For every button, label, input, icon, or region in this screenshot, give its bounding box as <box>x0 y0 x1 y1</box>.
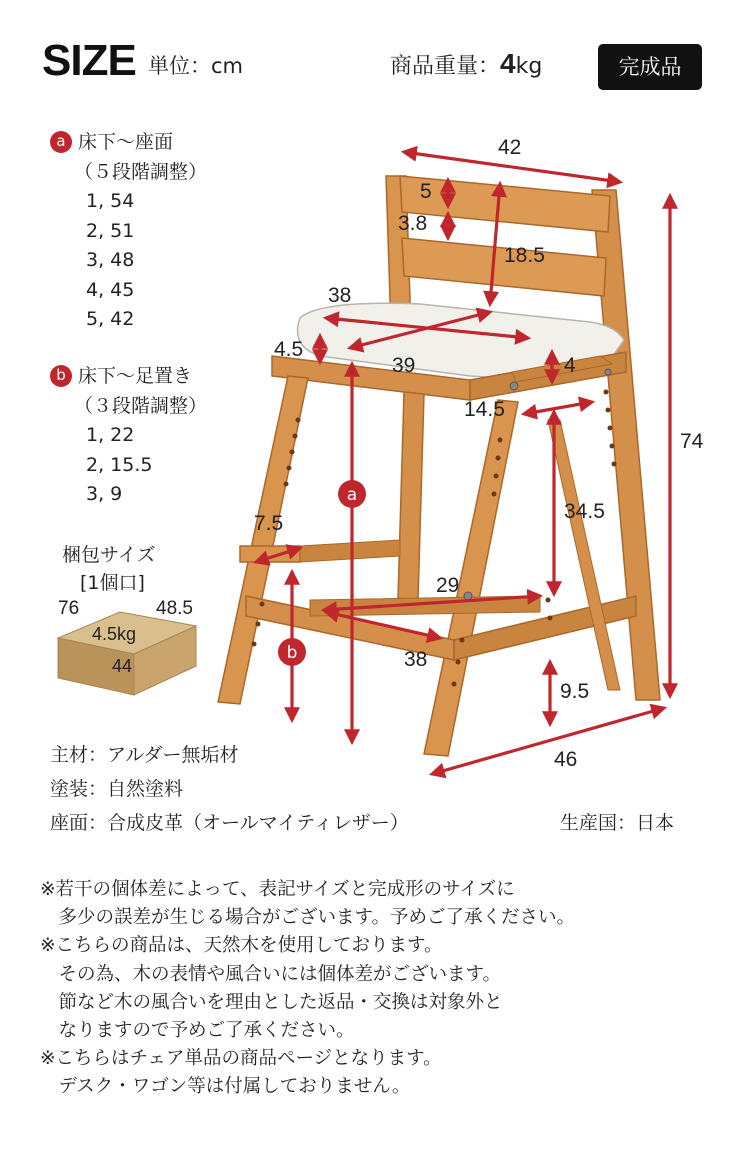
dim-footrest-depth: 7.5 <box>254 512 284 535</box>
marker-b-badge <box>278 638 306 666</box>
dim-base-width: 38 <box>404 648 428 671</box>
material-finish: 塗装：自然塗料 <box>50 778 184 800</box>
marker-a-badge <box>338 480 366 508</box>
dim-back-gap: 3.8 <box>398 212 428 235</box>
note-line: その為、木の表情や風合いには個体差がございます。 <box>40 963 502 985</box>
size-title: SIZE <box>42 36 136 85</box>
completed-product-badge: 完成品 <box>598 44 702 90</box>
note-line: 多少の誤差が生じる場合がございます。予めご了承ください。 <box>40 907 576 929</box>
marker-a-icon: a <box>50 131 72 153</box>
material-seat: 座面：合成皮革（オールマイティレザー） <box>50 812 409 834</box>
spec-b-subtitle: （３段階調整） <box>74 394 208 417</box>
dim-base-depth: 46 <box>554 748 578 771</box>
weight-label: 商品重量：4kg <box>390 48 543 79</box>
package-weight: 4.5kg <box>92 624 137 644</box>
dim-seat-thickness: 4.5 <box>274 338 304 361</box>
note-line: なりますので予めご了承ください。 <box>40 1020 355 1042</box>
note-line: ※若干の個体差によって、表記サイズと完成形のサイズに <box>40 879 515 900</box>
spec-a-level: 5, 42 <box>86 308 135 330</box>
chair-illustration <box>218 176 660 756</box>
dim-total-height: 74 <box>680 430 704 453</box>
package-subtitle: [1個口] <box>80 572 145 594</box>
marker-b-icon: b <box>50 365 72 387</box>
package-depth: 48.5 <box>156 598 193 619</box>
note-line: 節など木の風合いを理由とした返品・交換は対象外と <box>40 991 503 1013</box>
dim-footrest-width: 29 <box>436 574 460 597</box>
spec-a-subtitle: （５段階調整） <box>74 160 208 183</box>
dim-back-top: 5 <box>420 180 432 203</box>
marker-a-text: a <box>346 485 358 505</box>
note-line: ※こちらはチェア単品の商品ページとなります。 <box>40 1048 442 1070</box>
weight-value: 4 <box>500 48 516 79</box>
dim-seat-to-footrest: 34.5 <box>564 500 605 523</box>
spec-a-level: 4, 45 <box>86 278 135 301</box>
package-height: 44 <box>112 656 133 676</box>
dim-back-height: 18.5 <box>504 244 545 267</box>
spec-a-title: 床下〜座面 <box>78 131 174 153</box>
marker-b-text: b <box>286 643 298 663</box>
dim-base-bar-height: 9.5 <box>560 680 590 703</box>
material-main: 主材：アルダー無垢材 <box>50 744 239 766</box>
origin-country: 生産国：日本 <box>560 812 675 834</box>
dim-frame-depth: 14.5 <box>464 398 505 421</box>
notes <box>40 876 575 1102</box>
package-title: 梱包サイズ <box>62 544 156 566</box>
dim-seat-depth: 39 <box>392 354 416 377</box>
note-line: ※こちらの商品は、天然木を使用しております。 <box>40 935 443 957</box>
unit-label: 単位：cm <box>148 54 244 78</box>
spec-a-level: 1, 54 <box>86 190 135 212</box>
weight-unit: kg <box>515 54 543 79</box>
dim-frame-height: 4 <box>564 354 576 377</box>
spec-b-level: 2, 15.5 <box>86 453 153 476</box>
spec-b-level: 1, 22 <box>86 424 135 446</box>
spec-a-level: 3, 48 <box>86 249 135 271</box>
dim-top-width: 42 <box>498 136 522 159</box>
spec-a-level: 2, 51 <box>86 219 135 242</box>
dim-seat-width: 38 <box>328 284 352 307</box>
package-width: 76 <box>58 598 80 619</box>
note-line: デスク・ワゴン等は付属しておりません。 <box>40 1076 411 1098</box>
spec-b-level: 3, 9 <box>86 483 123 505</box>
spec-b-title: 床下〜足置き <box>78 365 193 387</box>
